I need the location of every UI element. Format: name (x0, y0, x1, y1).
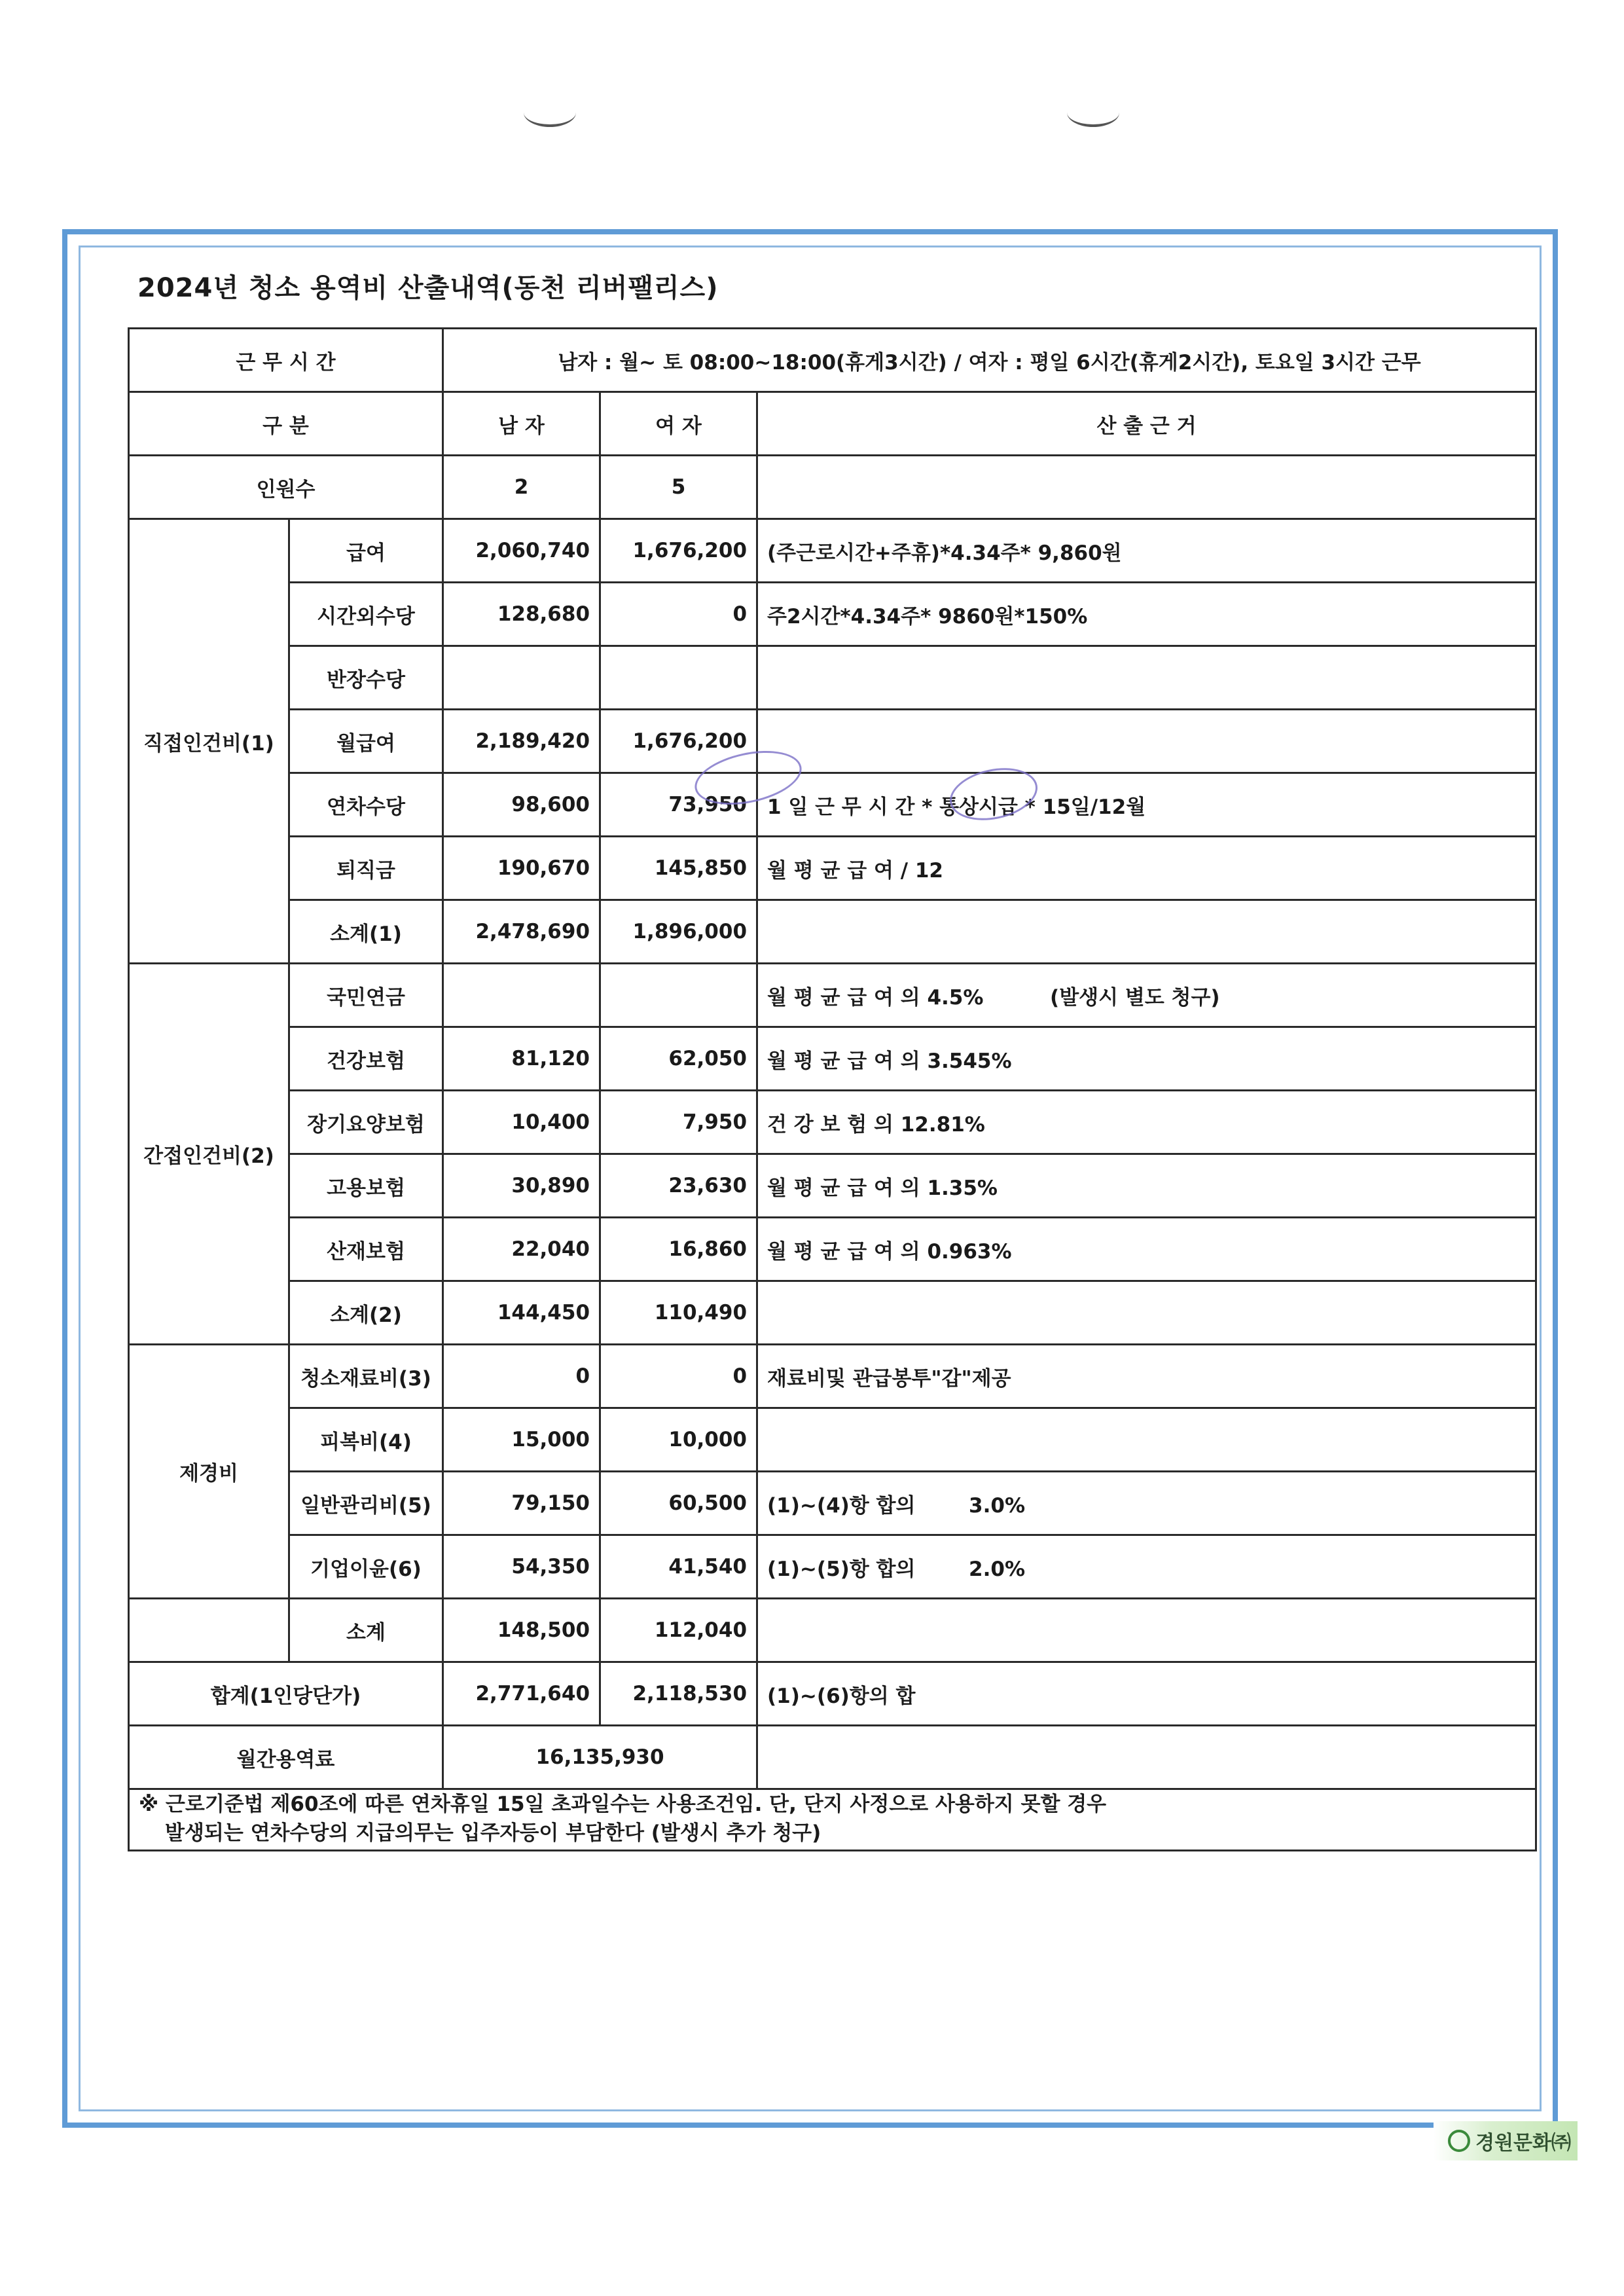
row-label: 소계(2) (289, 1281, 443, 1345)
table-row (129, 583, 1536, 646)
total-female: 2,118,530 (600, 1662, 757, 1726)
column-header-row (129, 392, 1536, 456)
indirect-group-label: 간접인건비(2) (129, 964, 289, 1345)
footnote (129, 1789, 1536, 1851)
female-value: 23,630 (600, 1154, 757, 1218)
male-value: 79,150 (443, 1472, 600, 1535)
male-value (443, 646, 600, 710)
basis-text (757, 1281, 1536, 1345)
male-value (443, 964, 600, 1027)
female-value: 16,860 (600, 1218, 757, 1281)
total-basis: (1)~(6)항의 합 (757, 1662, 1536, 1726)
male-value: 148,500 (443, 1599, 600, 1662)
header-basis: 산 출 근 거 (757, 392, 1536, 456)
male-value: 2,478,690 (443, 900, 600, 964)
document-title: 2024년 청소 용역비 산출내역(동천 리버팰리스) (137, 273, 719, 303)
basis-main: (1)~(4)항 합의 (767, 1493, 916, 1518)
basis-text (757, 646, 1536, 710)
basis-main: 월 평 균 급 여 의 4.5% (767, 985, 984, 1010)
male-value: 190,670 (443, 837, 600, 900)
basis-text: 재료비및 관급봉투"갑"제공 (757, 1345, 1536, 1408)
monthly-fee-row (129, 1726, 1536, 1789)
female-value: 1,676,200 (600, 710, 757, 773)
headcount-male: 2 (443, 456, 600, 519)
headcount-row (129, 456, 1536, 519)
male-value: 10,400 (443, 1091, 600, 1154)
row-label: 연차수당 (289, 773, 443, 837)
female-value (600, 964, 757, 1027)
basis-text (757, 1408, 1536, 1472)
row-label: 장기요양보험 (289, 1091, 443, 1154)
company-logo (1434, 2121, 1578, 2160)
basis-text: 1 일 근 무 시 간 * 통상시급 * 15일/12월 (757, 773, 1536, 837)
table-row (129, 1408, 1536, 1472)
row-label: 피복비(4) (289, 1408, 443, 1472)
table-row (129, 1027, 1536, 1091)
table-row (129, 1599, 1536, 1662)
row-label: 소계(1) (289, 900, 443, 964)
basis-text (757, 964, 1536, 1027)
basis-rate: 3.0% (969, 1493, 1026, 1518)
male-value: 128,680 (443, 583, 600, 646)
monthly-fee-value: 16,135,930 (443, 1726, 757, 1789)
footnote-line-1: ※ 근로기준법 제60조에 따른 연차휴일 15일 초과일수는 사용조건임. 단, 단지 사정으로 사용하지 못할 경우 (139, 1793, 1107, 1816)
table-row (129, 900, 1536, 964)
basis-text (757, 710, 1536, 773)
work-hours-row (129, 329, 1536, 392)
table-row (129, 964, 1536, 1027)
logo-text: 경원문화㈜ (1475, 2132, 1571, 2155)
basis-text: 월 평 균 급 여 의 3.545% (757, 1027, 1536, 1091)
footnote-line-2: 발생되는 연차수당의 지급의무는 입주자등이 부담한다 (발생시 추가 청구) (165, 1821, 821, 1845)
cost-table (128, 327, 1537, 1851)
female-value: 7,950 (600, 1091, 757, 1154)
monthly-fee-label: 월간용역료 (129, 1726, 443, 1789)
headcount-basis (757, 456, 1536, 519)
basis-text (757, 1599, 1536, 1662)
basis-text (757, 900, 1536, 964)
table-row (129, 646, 1536, 710)
work-hours-value: 남자 : 월~ 토 08:00~18:00(휴게3시간) / 여자 : 평일 6시간(휴게2시간), 토요일 3시간 근무 (443, 329, 1536, 392)
table-row (129, 773, 1536, 837)
table-row (129, 1345, 1536, 1408)
header-female: 여 자 (600, 392, 757, 456)
table-row (129, 1218, 1536, 1281)
table-row (129, 1281, 1536, 1345)
female-value: 60,500 (600, 1472, 757, 1535)
basis-main: (1)~(5)항 합의 (767, 1557, 916, 1581)
female-value: 0 (600, 1345, 757, 1408)
row-label: 국민연금 (289, 964, 443, 1027)
work-hours-label: 근 무 시 간 (129, 329, 443, 392)
row-label: 반장수당 (289, 646, 443, 710)
female-value: 112,040 (600, 1599, 757, 1662)
male-value: 30,890 (443, 1154, 600, 1218)
header-category: 구 분 (129, 392, 443, 456)
female-value: 41,540 (600, 1535, 757, 1599)
female-value: 1,676,200 (600, 519, 757, 583)
female-value: 10,000 (600, 1408, 757, 1472)
basis-text (757, 1472, 1536, 1535)
row-label: 일반관리비(5) (289, 1472, 443, 1535)
total-row (129, 1662, 1536, 1726)
female-value: 73,950 (600, 773, 757, 837)
row-label: 건강보험 (289, 1027, 443, 1091)
monthly-fee-basis (757, 1726, 1536, 1789)
total-male: 2,771,640 (443, 1662, 600, 1726)
row-label: 소계 (289, 1599, 443, 1662)
female-value (600, 646, 757, 710)
row-label: 월급여 (289, 710, 443, 773)
basis-text (757, 1535, 1536, 1599)
table-row (129, 1154, 1536, 1218)
table-row (129, 1091, 1536, 1154)
basis-text: 월 평 균 급 여 / 12 (757, 837, 1536, 900)
direct-group-label: 직접인건비(1) (129, 519, 289, 964)
female-value: 62,050 (600, 1027, 757, 1091)
female-value: 110,490 (600, 1281, 757, 1345)
male-value: 144,450 (443, 1281, 600, 1345)
male-value: 2,060,740 (443, 519, 600, 583)
male-value: 15,000 (443, 1408, 600, 1472)
basis-text: (주근로시간+주휴)*4.34주* 9,860원 (757, 519, 1536, 583)
binder-hole-left (524, 98, 576, 127)
row-label: 산재보험 (289, 1218, 443, 1281)
male-value: 98,600 (443, 773, 600, 837)
female-value: 0 (600, 583, 757, 646)
basis-text: 주2시간*4.34주* 9860원*150% (757, 583, 1536, 646)
logo-mark-icon (1448, 2130, 1470, 2152)
row-label: 퇴직금 (289, 837, 443, 900)
header-male: 남 자 (443, 392, 600, 456)
row-label: 기업이윤(6) (289, 1535, 443, 1599)
basis-text: 월 평 균 급 여 의 1.35% (757, 1154, 1536, 1218)
table-row (129, 1535, 1536, 1599)
headcount-label: 인원수 (129, 456, 443, 519)
basis-extra: (발생시 별도 청구) (1050, 985, 1220, 1010)
expenses-spacer (129, 1599, 289, 1662)
male-value: 54,350 (443, 1535, 600, 1599)
basis-rate: 2.0% (969, 1557, 1026, 1581)
basis-text: 월 평 균 급 여 의 0.963% (757, 1218, 1536, 1281)
note-row (129, 1789, 1536, 1851)
table-row (129, 519, 1536, 583)
headcount-female: 5 (600, 456, 757, 519)
basis-text: 건 강 보 험 의 12.81% (757, 1091, 1536, 1154)
male-value: 2,189,420 (443, 710, 600, 773)
row-label: 급여 (289, 519, 443, 583)
row-label: 시간외수당 (289, 583, 443, 646)
row-label: 고용보험 (289, 1154, 443, 1218)
table-row (129, 837, 1536, 900)
binder-hole-right (1067, 98, 1119, 127)
female-value: 1,896,000 (600, 900, 757, 964)
row-label: 청소재료비(3) (289, 1345, 443, 1408)
female-value: 145,850 (600, 837, 757, 900)
expenses-group-label: 제경비 (129, 1345, 289, 1599)
total-label: 합계(1인당단가) (129, 1662, 443, 1726)
male-value: 0 (443, 1345, 600, 1408)
male-value: 22,040 (443, 1218, 600, 1281)
table-row (129, 710, 1536, 773)
male-value: 81,120 (443, 1027, 600, 1091)
table-row (129, 1472, 1536, 1535)
